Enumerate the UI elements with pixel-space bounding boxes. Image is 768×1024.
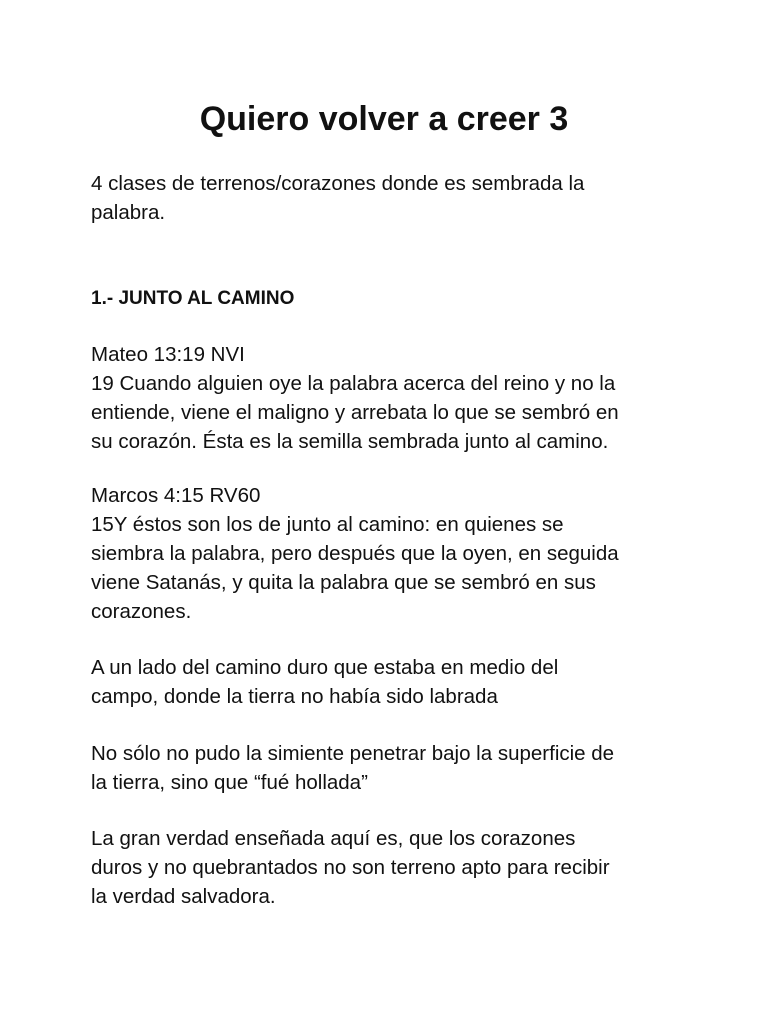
scripture-line: siembra la palabra, pero después que la oyen, en seguida [91,542,619,565]
intro-line: 4 clases de terrenos/corazones donde es sembrada la [91,172,585,195]
paragraph-line: La gran verdad enseñada aquí es, que los corazones [91,827,576,850]
marcos-passage [91,481,691,626]
intro-paragraph [91,169,691,227]
page-title: Quiero volver a creer 3 [199,100,569,138]
scripture-reference: Mateo 13:19 NVI [91,343,245,366]
paragraph-camino-duro [91,653,691,711]
scripture-line: viene Satanás, y quita la palabra que se sembró en sus [91,571,596,594]
scripture-line: 15Y éstos son los de junto al camino: en quienes se [91,513,564,536]
paragraph-line: A un lado del camino duro que estaba en medio del [91,656,559,679]
scripture-line: su corazón. Ésta es la semilla sembrada junto al camino. [91,430,609,453]
scripture-line: entiende, viene el maligno y arrebata lo que se sembró en [91,401,619,424]
paragraph-line: No sólo no pudo la simiente penetrar bajo la superficie de [91,742,615,765]
paragraph-line: la tierra, sino que “fué hollada” [91,771,368,794]
scripture-reference: Marcos 4:15 RV60 [91,484,261,507]
paragraph-gran-verdad [91,824,691,911]
paragraph-line: duros y no quebrantados no son terreno apto para recibir [91,856,610,879]
paragraph-line: la verdad salvadora. [91,885,276,908]
paragraph-line: campo, donde la tierra no había sido labrada [91,685,498,708]
paragraph-simiente [91,739,691,797]
scripture-line: 19 Cuando alguien oye la palabra acerca del reino y no la [91,372,616,395]
scripture-line: corazones. [91,600,192,623]
mateo-passage [91,340,691,456]
section-heading: 1.- JUNTO AL CAMINO [91,288,295,309]
intro-line: palabra. [91,201,166,224]
